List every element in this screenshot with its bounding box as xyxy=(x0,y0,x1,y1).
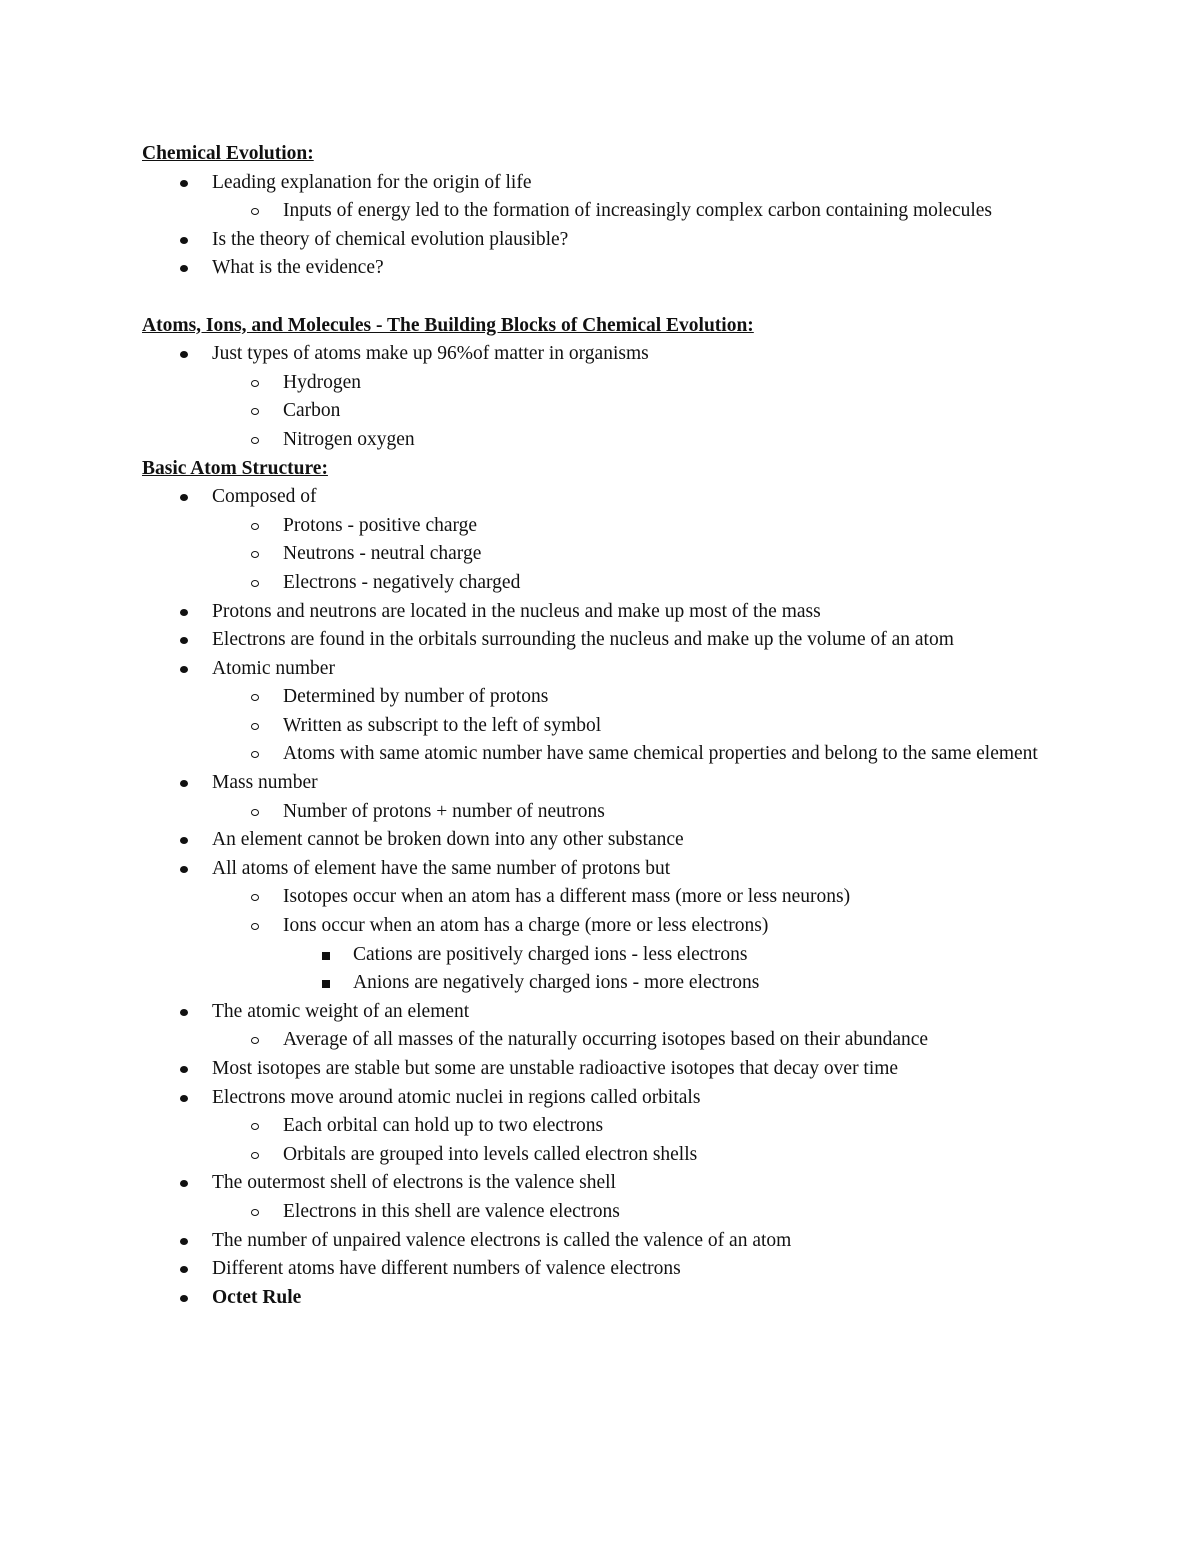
sub-bullet-list xyxy=(212,683,1082,769)
list-item-text: Composed of xyxy=(212,486,317,508)
bullet-circle-icon xyxy=(249,569,263,598)
bullet-square-icon xyxy=(319,969,333,998)
bullet-circle-icon xyxy=(249,683,263,712)
bullet-circle-icon xyxy=(249,712,263,741)
bullet-dot-icon xyxy=(178,1169,192,1198)
sub-bullet-list xyxy=(212,883,1082,997)
bullet-dot-icon xyxy=(178,769,192,798)
list-item xyxy=(142,569,1082,598)
bullet-dot-icon xyxy=(178,1284,192,1313)
bullet-dot-icon xyxy=(178,1055,192,1084)
list-item-text: Electrons - negatively charged xyxy=(283,571,521,593)
sub-bullet-list xyxy=(212,1198,1082,1227)
list-item-text: Electrons in this shell are valence electrons xyxy=(283,1200,620,1222)
list-item xyxy=(142,1198,1082,1227)
bullet-circle-icon xyxy=(249,1141,263,1170)
list-item-text: Carbon xyxy=(283,400,341,422)
bullet-circle-icon xyxy=(249,1198,263,1227)
section-heading-chemical-evolution: Chemical Evolution: xyxy=(142,143,314,164)
list-item xyxy=(142,340,1082,454)
bullet-circle-icon xyxy=(249,397,263,426)
bullet-circle-icon xyxy=(249,1026,263,1055)
list-item-text: Electrons are found in the orbitals surrounding the nucleus and make up the volume of an atom xyxy=(212,629,954,651)
bullet-circle-icon xyxy=(249,798,263,827)
list-item xyxy=(142,683,1082,712)
list-item-text: Different atoms have different numbers of valence electrons xyxy=(212,1258,681,1280)
list-item xyxy=(142,969,1082,998)
list-item xyxy=(142,1284,1082,1313)
sub-bullet-list xyxy=(212,369,1082,455)
list-item-text: The outermost shell of electrons is the valence shell xyxy=(212,1172,616,1194)
bullet-dot-icon xyxy=(178,169,192,198)
list-item-text: Leading explanation for the origin of life xyxy=(212,171,532,193)
list-item-text: The atomic weight of an element xyxy=(212,1000,470,1022)
list-item xyxy=(142,226,1082,255)
list-item xyxy=(142,941,1082,970)
list-item xyxy=(142,855,1082,998)
list-item xyxy=(142,769,1082,826)
list-item xyxy=(142,1026,1082,1055)
bullet-dot-icon xyxy=(178,855,192,884)
list-item xyxy=(142,397,1082,426)
list-item-text: Neutrons - neutral charge xyxy=(283,543,482,565)
list-item-text: Orbitals are grouped into levels called electron shells xyxy=(283,1143,698,1165)
list-item xyxy=(142,1169,1082,1226)
list-item-text: Number of protons + number of neutrons xyxy=(283,800,605,822)
bullet-dot-icon xyxy=(178,598,192,627)
bullet-square-icon xyxy=(319,941,333,970)
list-item xyxy=(142,197,1082,226)
sub-bullet-list xyxy=(212,1112,1082,1169)
sub-sub-bullet-list xyxy=(283,941,1082,998)
bullet-dot-icon xyxy=(178,254,192,283)
list-item xyxy=(142,1084,1082,1170)
list-item xyxy=(142,512,1082,541)
list-item-text: Atomic number xyxy=(212,657,335,679)
list-item-text: Atoms with same atomic number have same chemical properties and belong to the same element xyxy=(283,743,1038,765)
list-item xyxy=(142,712,1082,741)
list-item xyxy=(142,169,1082,226)
list-item xyxy=(142,912,1082,998)
bullet-dot-icon xyxy=(178,226,192,255)
list-item-text: All atoms of element have the same number of protons but xyxy=(212,857,671,879)
list-item-text: Protons and neutrons are located in the nucleus and make up most of the mass xyxy=(212,600,821,622)
list-item-text: Isotopes occur when an atom has a different mass (more or less neurons) xyxy=(283,886,851,908)
bullet-dot-icon xyxy=(178,1084,192,1113)
list-item xyxy=(142,798,1082,827)
sub-bullet-list xyxy=(212,1026,1082,1055)
bullet-dot-icon xyxy=(178,626,192,655)
bullet-circle-icon xyxy=(249,512,263,541)
section-heading-basic-atom-structure: Basic Atom Structure: xyxy=(142,457,328,479)
list-item-text-bold: Octet Rule xyxy=(212,1286,302,1308)
bullet-dot-icon xyxy=(178,998,192,1027)
list-item-text: Determined by number of protons xyxy=(283,686,549,708)
bullet-dot-icon xyxy=(178,340,192,369)
bullet-dot-icon xyxy=(178,655,192,684)
list-item-text: Cations are positively charged ions - less electrons xyxy=(353,943,748,965)
bullet-dot-icon xyxy=(178,1255,192,1284)
document-page xyxy=(142,140,1082,1312)
bullet-dot-icon xyxy=(178,483,192,512)
bullet-circle-icon xyxy=(249,197,263,226)
list-item xyxy=(142,369,1082,398)
section-heading-atoms-ions-molecules: Atoms, Ions, and Molecules - The Building Blocks of Chemical Evolution: xyxy=(142,314,754,336)
list-item-text: Electrons move around atomic nuclei in regions called orbitals xyxy=(212,1086,701,1108)
list-item xyxy=(142,1255,1082,1284)
list-item xyxy=(142,883,1082,912)
list-item-text: Most isotopes are stable but some are unstable radioactive isotopes that decay over time xyxy=(212,1058,899,1079)
list-item-text: Protons - positive charge xyxy=(283,514,478,536)
list-item-text: Written as subscript to the left of symbol xyxy=(283,714,602,736)
list-item-text: Anions are negatively charged ions - more electrons xyxy=(353,972,760,994)
list-item xyxy=(142,826,1082,855)
bullet-dot-icon xyxy=(178,1227,192,1256)
sub-bullet-list xyxy=(212,798,1082,827)
bullet-dot-icon xyxy=(178,826,192,855)
paragraph-gap xyxy=(142,283,1082,312)
bullet-list xyxy=(142,169,1082,283)
list-item xyxy=(142,1141,1082,1170)
bullet-circle-icon xyxy=(249,1112,263,1141)
list-item xyxy=(142,1055,1082,1084)
list-item-text: Mass number xyxy=(212,772,318,794)
bullet-circle-icon xyxy=(249,883,263,912)
list-item xyxy=(142,1227,1082,1256)
bullet-list xyxy=(142,340,1082,454)
bullet-circle-icon xyxy=(249,540,263,569)
list-item-text: Inputs of energy led to the formation of increasingly complex carbon containing molecules xyxy=(283,200,993,222)
list-item-text: The number of unpaired valence electrons is called the valence of an atom xyxy=(212,1229,792,1251)
list-item xyxy=(142,426,1082,455)
bullet-circle-icon xyxy=(249,740,263,769)
list-item-text: Ions occur when an atom has a charge (more or less electrons) xyxy=(283,915,769,937)
bullet-circle-icon xyxy=(249,426,263,455)
sub-bullet-list xyxy=(212,512,1082,598)
list-item xyxy=(142,655,1082,769)
sub-bullet-list xyxy=(212,197,1082,226)
list-item xyxy=(142,998,1082,1055)
list-item-text: Hydrogen xyxy=(283,371,361,393)
list-item xyxy=(142,1112,1082,1141)
bullet-circle-icon xyxy=(249,912,263,941)
list-item xyxy=(142,626,1082,655)
list-item xyxy=(142,483,1082,597)
list-item xyxy=(142,254,1082,283)
list-item xyxy=(142,540,1082,569)
list-item xyxy=(142,598,1082,627)
bullet-list xyxy=(142,483,1082,1312)
list-item xyxy=(142,740,1082,769)
list-item-text: An element cannot be broken down into any other substance xyxy=(212,829,684,851)
list-item-text: What is the evidence? xyxy=(212,257,384,279)
list-item-text: Average of all masses of the naturally occurring isotopes based on their abundance xyxy=(283,1029,929,1051)
list-item-text: Each orbital can hold up to two electrons xyxy=(283,1115,604,1137)
list-item-text: Just types of atoms make up 96%of matter in organisms xyxy=(212,343,649,365)
list-item-text: Is the theory of chemical evolution plausible? xyxy=(212,228,569,250)
bullet-circle-icon xyxy=(249,369,263,398)
list-item-text: Nitrogen oxygen xyxy=(283,428,415,450)
